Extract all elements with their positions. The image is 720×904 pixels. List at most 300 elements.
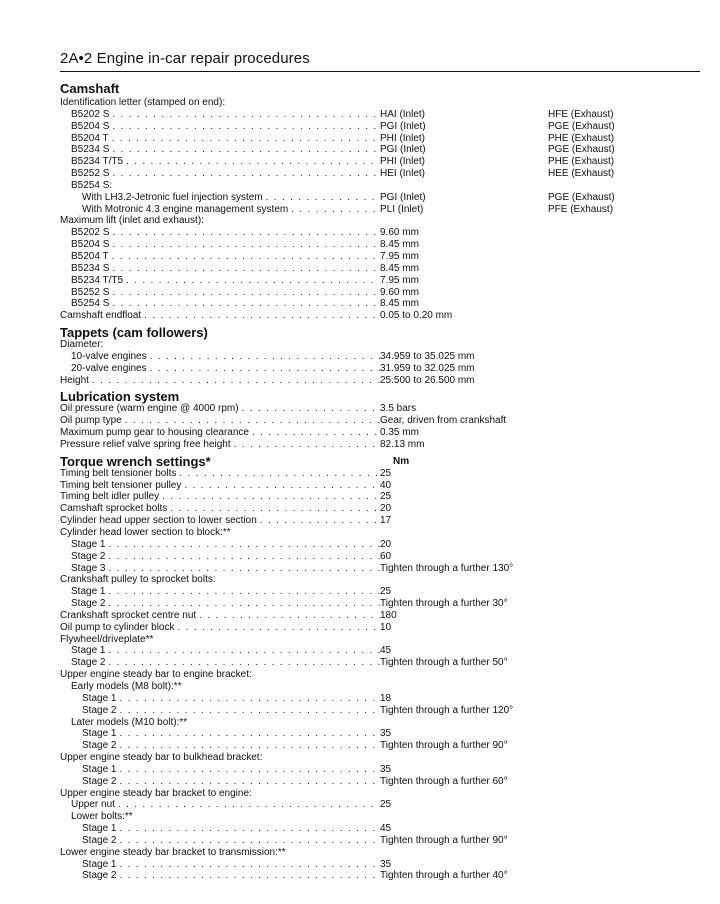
- spec-label-cell: [60, 339, 380, 351]
- spec-label: B5234 S: [71, 262, 110, 274]
- dot-leader: [116, 835, 380, 847]
- spec-row: [60, 503, 700, 515]
- spec-value-secondary: [548, 551, 700, 563]
- dot-leader: [116, 859, 380, 871]
- spec-label-cell: [60, 468, 380, 480]
- spec-value-secondary: [548, 610, 700, 622]
- spec-row: [60, 539, 700, 551]
- spec-value: Tighten through a further 30°: [380, 598, 508, 610]
- dot-leader: [116, 693, 380, 705]
- spec-value-secondary: [548, 298, 700, 310]
- spec-label: B5254 S:: [71, 179, 113, 191]
- spec-label-cell: [60, 859, 380, 871]
- spec-value-secondary: [548, 563, 700, 575]
- spec-label-cell: [60, 144, 380, 156]
- spec-row: [60, 669, 700, 681]
- spec-section: [60, 322, 700, 386]
- spec-value-secondary: [548, 375, 700, 387]
- spec-label: Lower bolts:**: [71, 811, 133, 823]
- dot-leader: [105, 563, 380, 575]
- spec-label: Stage 2: [71, 550, 106, 562]
- spec-section: [60, 451, 700, 883]
- spec-label-cell: [60, 204, 380, 216]
- specifications-content: [60, 80, 700, 882]
- spec-value: Tighten through a further 50°: [380, 657, 508, 669]
- spec-row: [60, 403, 700, 415]
- spec-value-secondary: [548, 776, 700, 788]
- spec-section: [60, 386, 700, 450]
- spec-label-cell: [60, 634, 380, 646]
- spec-label-cell: [60, 427, 380, 439]
- spec-value: [380, 717, 548, 729]
- spec-value: 8.45 mm: [380, 262, 419, 274]
- spec-row: [60, 491, 700, 503]
- spec-label-cell: [60, 586, 380, 598]
- section-title: Camshaft: [60, 81, 120, 96]
- spec-value: 180: [380, 609, 397, 621]
- dot-leader: [141, 310, 380, 322]
- spec-label: Stage 2: [71, 598, 106, 610]
- spec-row: [60, 586, 700, 598]
- spec-label-cell: [60, 287, 380, 299]
- dot-leader: [116, 728, 380, 740]
- spec-value: HAI (Inlet): [380, 108, 426, 120]
- spec-label-cell: [60, 776, 380, 788]
- spec-row: [60, 870, 700, 882]
- dot-leader: [116, 823, 380, 835]
- spec-value-secondary: [548, 263, 700, 275]
- spec-label-cell: [60, 574, 380, 586]
- spec-label-cell: [60, 799, 380, 811]
- spec-label: Stage 2: [82, 740, 117, 752]
- dot-leader: [105, 645, 380, 657]
- spec-row: [60, 610, 700, 622]
- spec-value: 35: [380, 728, 392, 740]
- spec-label: B5252 S: [71, 286, 110, 298]
- spec-row: [60, 168, 700, 180]
- dot-leader: [109, 109, 380, 121]
- spec-row: [60, 811, 700, 823]
- spec-label: Pressure relief valve spring free height: [60, 438, 231, 450]
- section-heading-row: [60, 80, 700, 97]
- spec-value-secondary: [548, 717, 700, 729]
- spec-label: B5252 S: [71, 168, 110, 180]
- spec-value: Tighten through a further 40°: [380, 870, 508, 882]
- spec-label-cell: [60, 439, 380, 451]
- spec-value-secondary: [548, 764, 700, 776]
- section-title: Lubrication system: [60, 389, 180, 405]
- section-title: Tappets (cam followers): [60, 325, 208, 341]
- spec-label-cell: [60, 275, 380, 287]
- spec-value-secondary: PFE (Exhaust): [548, 203, 614, 215]
- spec-row: [60, 251, 700, 263]
- spec-label: With LH3.2-Jetronic fuel injection system: [82, 191, 263, 203]
- spec-row: [60, 551, 700, 563]
- spec-label-cell: [60, 310, 380, 322]
- spec-value-secondary: [548, 491, 700, 503]
- spec-label: Identification letter (stamped on end):: [60, 97, 226, 108]
- spec-label: B5202 S: [71, 227, 110, 239]
- dot-leader: [263, 192, 380, 204]
- spec-value-secondary: [548, 251, 700, 263]
- spec-value-secondary: [548, 403, 700, 415]
- spec-value: [380, 180, 548, 192]
- spec-value-secondary: [548, 823, 700, 835]
- spec-label: B5204 S: [71, 120, 110, 132]
- spec-value-secondary: [548, 310, 700, 322]
- spec-label-cell: [60, 251, 380, 263]
- dot-leader: [105, 598, 380, 610]
- spec-label: 10-valve engines: [71, 350, 147, 362]
- spec-value: 10: [380, 621, 392, 633]
- spec-label-cell: [60, 227, 380, 239]
- spec-label: Stage 1: [82, 763, 117, 775]
- spec-value: 0.35 mm: [380, 427, 419, 439]
- spec-label-cell: [60, 480, 380, 492]
- spec-value-secondary: [548, 598, 700, 610]
- dot-leader: [123, 156, 380, 168]
- dot-leader: [109, 251, 380, 263]
- spec-label-cell: [60, 622, 380, 634]
- spec-value-secondary: HEE (Exhaust): [548, 168, 615, 180]
- spec-label-cell: [60, 740, 380, 752]
- unit-column-header: Nm: [393, 455, 410, 467]
- spec-label: Stage 2: [71, 657, 106, 669]
- spec-label: Stage 2: [82, 870, 117, 882]
- spec-row: [60, 427, 700, 439]
- spec-value-secondary: PGE (Exhaust): [548, 191, 615, 203]
- spec-label: Crankshaft sprocket centre nut: [60, 609, 197, 621]
- spec-label-cell: [60, 491, 380, 503]
- spec-row: [60, 156, 700, 168]
- spec-value-secondary: [548, 275, 700, 287]
- section-heading-row: [60, 451, 700, 468]
- dot-leader: [175, 622, 381, 634]
- spec-value: 8.45 mm: [380, 298, 419, 310]
- spec-row: [60, 133, 700, 145]
- spec-label: B5234 T/T5: [71, 156, 124, 168]
- section-heading-row: [60, 386, 700, 403]
- dot-leader: [116, 776, 380, 788]
- spec-value-secondary: [548, 811, 700, 823]
- spec-value-secondary: [548, 97, 700, 109]
- spec-value-secondary: [548, 539, 700, 551]
- spec-row: [60, 740, 700, 752]
- spec-label-cell: [60, 403, 380, 415]
- spec-label: Upper nut: [71, 799, 115, 811]
- spec-value-secondary: [548, 415, 700, 427]
- spec-value-secondary: [548, 728, 700, 740]
- page-header-title: 2A•2 Engine in-car repair procedures: [60, 50, 310, 67]
- spec-label: Maximum pump gear to housing clearance: [60, 427, 249, 439]
- spec-value-secondary: [548, 574, 700, 586]
- spec-value: Tighten through a further 90°: [380, 834, 508, 846]
- dot-leader: [105, 551, 380, 563]
- dot-leader: [109, 144, 380, 156]
- spec-row: [60, 415, 700, 427]
- dot-leader: [109, 168, 380, 180]
- spec-row: [60, 468, 700, 480]
- spec-label: B5204 T: [71, 250, 109, 262]
- spec-label-cell: [60, 97, 380, 109]
- dot-leader: [115, 799, 380, 811]
- spec-row: [60, 574, 700, 586]
- spec-row: [60, 752, 700, 764]
- spec-value-secondary: [548, 339, 700, 351]
- spec-value: 25: [380, 586, 392, 598]
- dot-leader: [109, 263, 380, 275]
- spec-value-secondary: [548, 788, 700, 800]
- spec-label-cell: [60, 180, 380, 192]
- spec-value: 82.13 mm: [380, 438, 425, 450]
- spec-label: B5254 S: [71, 298, 110, 310]
- spec-label-cell: [60, 109, 380, 121]
- dot-leader: [147, 351, 380, 363]
- spec-label-cell: [60, 669, 380, 681]
- spec-label-cell: [60, 752, 380, 764]
- dot-leader: [167, 503, 380, 515]
- spec-row: [60, 192, 700, 204]
- spec-value-secondary: PHE (Exhaust): [548, 156, 615, 168]
- spec-label: Stage 1: [71, 645, 106, 657]
- spec-value: PGI (Inlet): [380, 191, 426, 203]
- header-rule: [60, 71, 700, 72]
- page-header: [60, 48, 700, 74]
- spec-value-secondary: [548, 427, 700, 439]
- spec-value-secondary: [548, 622, 700, 634]
- spec-row: [60, 109, 700, 121]
- spec-label-cell: [60, 705, 380, 717]
- spec-row: [60, 263, 700, 275]
- spec-row: [60, 717, 700, 729]
- dot-leader: [89, 375, 380, 387]
- spec-label: Stage 1: [71, 538, 106, 550]
- spec-value: 0.05 to 0.20 mm: [380, 310, 453, 322]
- spec-label-cell: [60, 835, 380, 847]
- spec-value-secondary: [548, 859, 700, 871]
- spec-value: 60: [380, 550, 392, 562]
- spec-label-cell: [60, 728, 380, 740]
- spec-row: [60, 693, 700, 705]
- spec-row: [60, 799, 700, 811]
- spec-value: Tighten through a further 120°: [380, 704, 514, 716]
- spec-label: Oil pump type: [60, 415, 122, 427]
- spec-row: [60, 657, 700, 669]
- spec-row: [60, 823, 700, 835]
- spec-value-secondary: [548, 239, 700, 251]
- spec-value: [380, 847, 548, 859]
- spec-label: Cylinder head lower section to block:**: [60, 527, 231, 538]
- spec-label: Stage 1: [82, 858, 117, 870]
- spec-label: Camshaft sprocket bolts: [60, 503, 168, 515]
- spec-label-cell: [60, 527, 380, 539]
- spec-value: [380, 634, 548, 646]
- spec-value: 7.95 mm: [380, 250, 419, 262]
- spec-label: Upper engine steady bar to bulkhead bracket:: [60, 752, 263, 764]
- spec-row: [60, 339, 700, 351]
- dot-leader: [105, 586, 380, 598]
- dot-leader: [122, 415, 380, 427]
- spec-value-secondary: [548, 180, 700, 192]
- spec-value: 17: [380, 515, 392, 527]
- spec-row: [60, 480, 700, 492]
- spec-label: B5204 T: [71, 132, 109, 144]
- spec-label-cell: [60, 415, 380, 427]
- spec-value-secondary: [548, 681, 700, 693]
- spec-section: [60, 80, 700, 322]
- dot-leader: [116, 870, 380, 882]
- spec-row: [60, 144, 700, 156]
- spec-label-cell: [60, 764, 380, 776]
- spec-label: Maximum lift (inlet and exhaust):: [60, 215, 204, 227]
- spec-value: 25.500 to 26.500 mm: [380, 374, 475, 386]
- dot-leader: [109, 121, 380, 133]
- spec-label-cell: [60, 539, 380, 551]
- spec-value: 20: [380, 503, 392, 515]
- spec-row: [60, 239, 700, 251]
- spec-label-cell: [60, 515, 380, 527]
- dot-leader: [288, 204, 380, 216]
- spec-label-cell: [60, 263, 380, 275]
- spec-row: [60, 728, 700, 740]
- spec-label-cell: [60, 351, 380, 363]
- spec-value-secondary: [548, 515, 700, 527]
- spec-label: Stage 1: [82, 692, 117, 704]
- spec-value-secondary: [548, 586, 700, 598]
- spec-label-cell: [60, 645, 380, 657]
- spec-value: [380, 574, 548, 586]
- dot-leader: [123, 275, 380, 287]
- spec-value-secondary: [548, 439, 700, 451]
- spec-row: [60, 215, 700, 227]
- spec-label-cell: [60, 156, 380, 168]
- spec-value: [380, 215, 548, 227]
- spec-value-secondary: PGE (Exhaust): [548, 120, 615, 132]
- spec-label-cell: [60, 503, 380, 515]
- spec-label-cell: [60, 788, 380, 800]
- spec-value: Gear, driven from crankshaft: [380, 415, 507, 427]
- spec-value-secondary: [548, 527, 700, 539]
- spec-label-cell: [60, 563, 380, 575]
- spec-row: [60, 121, 700, 133]
- spec-label: 20-valve engines: [71, 362, 147, 374]
- spec-label-cell: [60, 363, 380, 375]
- spec-label-cell: [60, 610, 380, 622]
- spec-row: [60, 645, 700, 657]
- spec-label: Stage 2: [82, 775, 117, 787]
- spec-value-secondary: [548, 503, 700, 515]
- spec-label-cell: [60, 551, 380, 563]
- spec-label: Lower engine steady bar bracket to transmission:**: [60, 846, 286, 858]
- spec-value-secondary: [548, 847, 700, 859]
- spec-label-cell: [60, 215, 380, 227]
- spec-label: Cylinder head upper section to lower section: [60, 515, 257, 527]
- spec-label-cell: [60, 717, 380, 729]
- dot-leader: [249, 427, 380, 439]
- spec-value-secondary: PHE (Exhaust): [548, 132, 615, 144]
- spec-value-secondary: [548, 480, 700, 492]
- spec-label: Stage 1: [82, 823, 117, 835]
- spec-value-secondary: [548, 657, 700, 669]
- spec-value-secondary: [548, 799, 700, 811]
- spec-value: HEI (Inlet): [380, 168, 426, 180]
- spec-row: [60, 97, 700, 109]
- spec-value: Tighten through a further 90°: [380, 740, 508, 752]
- spec-label: Stage 1: [82, 728, 117, 740]
- spec-row: [60, 788, 700, 800]
- spec-value-secondary: PGE (Exhaust): [548, 144, 615, 156]
- spec-label: Timing belt idler pulley: [60, 491, 160, 503]
- spec-label: Crankshaft pulley to sprocket bolts:: [60, 574, 216, 586]
- spec-value: [380, 811, 548, 823]
- spec-label: Upper engine steady bar to engine bracket:: [60, 669, 252, 681]
- spec-value-secondary: [548, 740, 700, 752]
- spec-label: Camshaft endfloat: [60, 310, 142, 322]
- spec-label: Flywheel/driveplate**: [60, 633, 154, 645]
- dot-leader: [105, 539, 380, 551]
- spec-row: [60, 180, 700, 192]
- section-heading-row: [60, 322, 700, 339]
- spec-label: Timing belt tensioner pulley: [60, 479, 182, 491]
- dot-leader: [196, 610, 380, 622]
- spec-row: [60, 363, 700, 375]
- spec-value-secondary: [548, 634, 700, 646]
- spec-row: [60, 351, 700, 363]
- spec-value-secondary: [548, 287, 700, 299]
- spec-label-cell: [60, 133, 380, 145]
- spec-row: [60, 563, 700, 575]
- spec-value: 35: [380, 858, 392, 870]
- dot-leader: [257, 515, 380, 527]
- spec-value-secondary: [548, 645, 700, 657]
- spec-row: [60, 375, 700, 387]
- spec-value: 7.95 mm: [380, 274, 419, 286]
- dot-leader: [109, 227, 380, 239]
- spec-label: Early models (M8 bolt):**: [71, 680, 182, 692]
- spec-label-cell: [60, 298, 380, 310]
- spec-label-cell: [60, 375, 380, 387]
- spec-label: Oil pressure (warm engine @ 4000 rpm): [60, 403, 239, 415]
- spec-row: [60, 527, 700, 539]
- spec-value-secondary: HFE (Exhaust): [548, 108, 614, 120]
- spec-label: B5202 S: [71, 108, 110, 120]
- spec-value-secondary: [548, 351, 700, 363]
- spec-label: Stage 1: [71, 586, 106, 598]
- spec-value: 34.959 to 35.025 mm: [380, 350, 475, 362]
- dot-leader: [109, 298, 380, 310]
- spec-row: [60, 705, 700, 717]
- spec-label: Stage 2: [82, 704, 117, 716]
- dot-leader: [109, 133, 380, 145]
- spec-value: 40: [380, 479, 392, 491]
- dot-leader: [109, 287, 380, 299]
- spec-value: 8.45 mm: [380, 239, 419, 251]
- spec-label-cell: [60, 657, 380, 669]
- dot-leader: [116, 705, 380, 717]
- spec-value-secondary: [548, 870, 700, 882]
- spec-label: Height: [60, 374, 89, 386]
- dot-leader: [181, 480, 380, 492]
- spec-label-cell: [60, 870, 380, 882]
- spec-row: [60, 859, 700, 871]
- spec-label-cell: [60, 693, 380, 705]
- spec-label-cell: [60, 811, 380, 823]
- spec-value: PHI (Inlet): [380, 156, 426, 168]
- dot-leader: [239, 403, 380, 415]
- spec-value: 9.60 mm: [380, 286, 419, 298]
- dot-leader: [159, 491, 380, 503]
- spec-label: Timing belt tensioner bolts: [60, 467, 177, 479]
